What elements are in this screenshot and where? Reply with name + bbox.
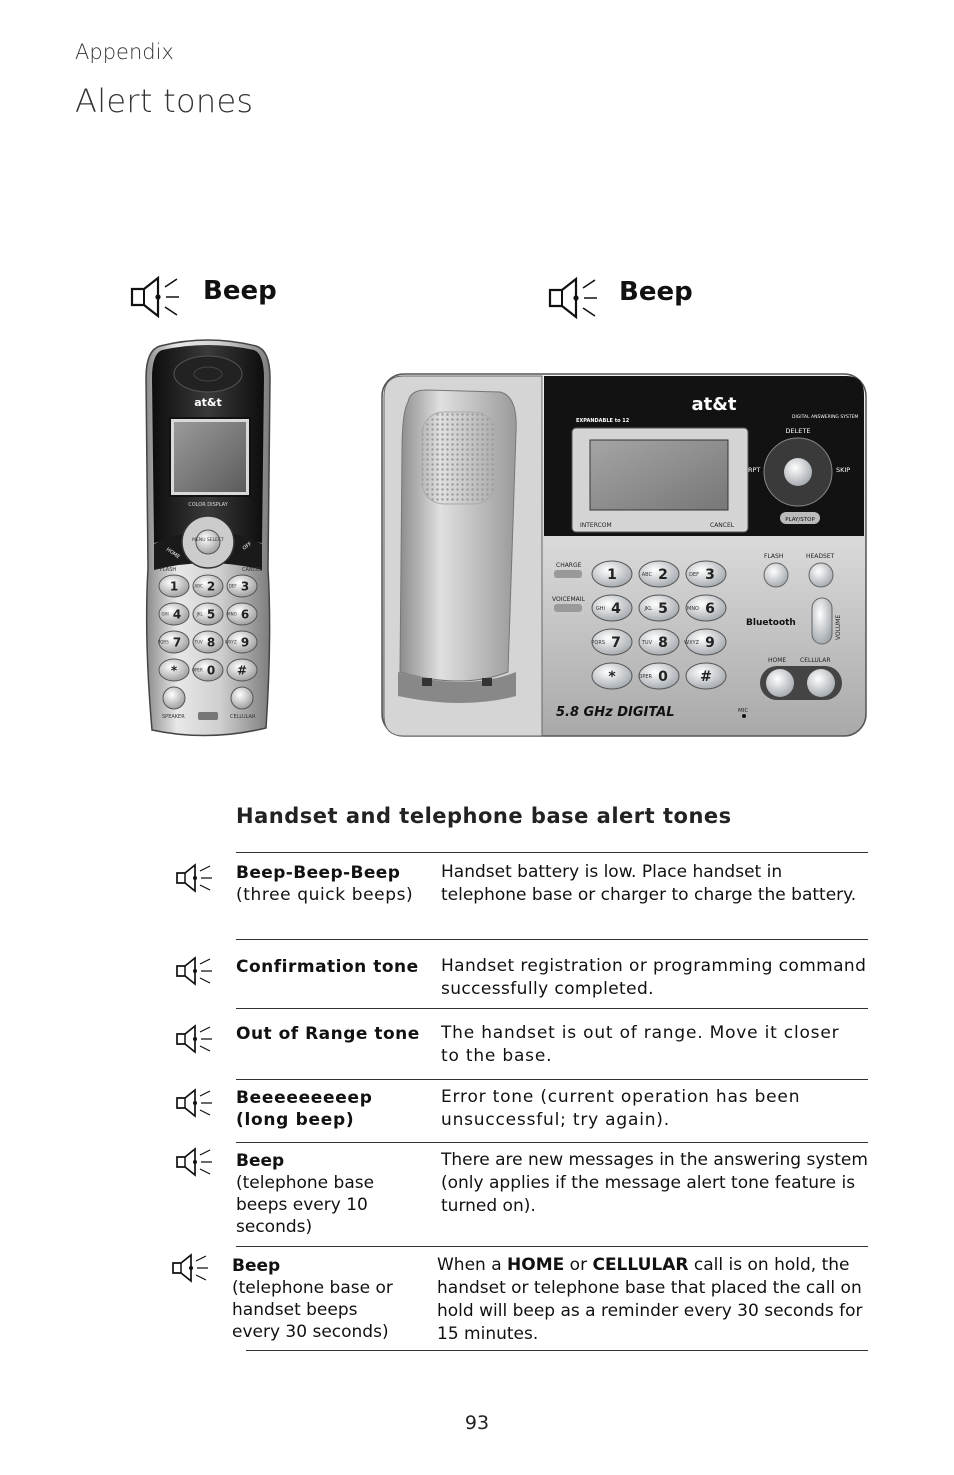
handset-menu-label: MENU SELECT <box>192 538 224 543</box>
keypad-key-number: 8 <box>658 635 668 652</box>
keypad-key-number: 4 <box>611 601 621 618</box>
base-home-label: HOME <box>768 657 787 664</box>
keypad-key-number: 6 <box>240 607 250 622</box>
tone-name: Beep <box>232 1256 281 1276</box>
section-label: Appendix <box>75 40 174 64</box>
base-playstop-label: PLAY/STOP <box>785 517 815 523</box>
keypad-key-letters: GHI <box>595 605 605 612</box>
tone-description: Handset battery is low. Place handset in telephone base or charger to charge the battery. <box>441 862 857 905</box>
base-bluetooth-label: Bluetooth <box>746 618 796 628</box>
desc-text: When a <box>437 1255 508 1275</box>
keypad-key-letters: TUV <box>194 639 203 645</box>
base-headset-label: HEADSET <box>806 553 835 560</box>
home-key-label: HOME <box>507 1255 565 1275</box>
base-charge-label: CHARGE <box>556 562 582 569</box>
tone-description: The handset is out of range. Move it closer to the base. <box>441 1023 840 1066</box>
tone-name-cell <box>232 1255 402 1343</box>
base-digital-label: 5.8 GHz DIGITAL <box>556 705 675 720</box>
base-intercom-label: INTERCOM <box>580 522 612 529</box>
keypad-key-number: 1 <box>607 567 617 584</box>
tone-description: Error tone (current operation has been unsuccessful; try again). <box>441 1087 801 1130</box>
keypad-key-letters: JKL <box>196 611 203 617</box>
base-mic-label: MIC <box>738 708 749 714</box>
table-title: Handset and telephone base alert tones <box>236 804 732 828</box>
keypad-key-number: 5 <box>658 601 668 618</box>
speaker-icon <box>546 275 600 321</box>
handset-brand: at&t <box>194 396 222 409</box>
keypad-key-letters: PQRS <box>157 639 169 645</box>
handset-screen-label: COLOR DISPLAY <box>188 502 228 508</box>
keypad-key-number: 9 <box>705 635 715 652</box>
keypad-key-number: 2 <box>206 579 216 594</box>
handset-cellular-label: CELLULAR <box>230 714 256 720</box>
tone-detail: (telephone base or handset beeps every 30 seconds) <box>232 1278 393 1342</box>
telephone-base-image <box>380 372 870 740</box>
speaker-icon <box>174 1147 214 1177</box>
tone-name: Confirmation tone <box>236 957 419 977</box>
base-rpt-label: RPT <box>748 466 761 474</box>
keypad-key-letters: MNO <box>687 605 699 612</box>
keypad-key-number: 1 <box>169 579 179 594</box>
base-flash-label: FLASH <box>764 553 784 560</box>
base-cancel-label: CANCEL <box>710 522 735 529</box>
keypad-key-letters: GHI <box>161 611 169 617</box>
base-expandable-label: EXPANDABLE to 12 <box>576 418 630 424</box>
handset-cancel-label: CANCEL <box>242 567 263 573</box>
keypad-key-letters: MNO <box>227 611 237 617</box>
table-divider <box>246 1350 868 1351</box>
tone-name-cell <box>236 1087 386 1131</box>
keypad-key-number: 0 <box>658 669 668 686</box>
tone-name-cell <box>236 956 436 978</box>
base-brand: at&t <box>691 394 737 415</box>
keypad-key-letters: PQRS <box>591 639 605 646</box>
keypad-key-number: 2 <box>658 567 668 584</box>
base-skip-label: SKIP <box>836 466 851 474</box>
base-beep-label: Beep <box>619 277 693 307</box>
tone-detail: (three quick beeps) <box>236 885 414 905</box>
tone-name-cell <box>236 1023 436 1045</box>
keypad-key-letters: OPER <box>638 673 652 680</box>
cellular-key-label: CELLULAR <box>592 1255 689 1275</box>
handset-speaker-label: SPEAKER <box>162 714 185 720</box>
keypad-key-letters: WXYZ <box>224 639 237 645</box>
keypad-key-number: 7 <box>611 635 621 652</box>
keypad-key-letters: JKL <box>644 605 652 612</box>
speaker-icon <box>174 956 214 986</box>
cordless-handset-image <box>140 338 276 740</box>
base-voicemail-label: VOICEMAIL <box>552 596 585 603</box>
table-divider <box>236 852 868 853</box>
tone-detail: (telephone base beeps every 10 seconds) <box>236 1173 375 1237</box>
table-divider <box>236 1142 868 1143</box>
keypad-key-number: 3 <box>705 567 715 584</box>
table-divider <box>236 1008 868 1009</box>
speaker-icon <box>174 863 214 893</box>
keypad-key-number: 8 <box>206 635 216 650</box>
handset-home-label: HOME <box>164 546 181 561</box>
speaker-icon <box>174 1024 214 1054</box>
desc-text: or <box>564 1255 593 1275</box>
speaker-icon <box>128 274 182 320</box>
page-title: Alert tones <box>75 82 254 120</box>
keypad-key-number: 9 <box>240 635 250 650</box>
keypad-key-number: 3 <box>240 579 250 594</box>
tone-description: There are new messages in the answering system (only applies if the message alert tone feature is turned on). <box>441 1150 868 1216</box>
handset-off-label: OFF <box>241 541 254 552</box>
keypad-key-number: # <box>236 663 248 678</box>
speaker-icon <box>170 1253 210 1283</box>
handset-flash-label: FLASH <box>160 567 177 573</box>
tone-description: Handset registration or programming command successfully completed. <box>441 956 867 999</box>
keypad-key-letters: ABC <box>641 571 652 578</box>
table-divider <box>236 1079 868 1080</box>
keypad-key-number: * <box>608 669 616 686</box>
keypad-key-letters: DEF <box>689 571 699 578</box>
table-divider <box>236 939 868 940</box>
base-volume-label: VOLUME <box>835 614 842 640</box>
table-divider <box>236 1246 868 1247</box>
keypad-key-number: 7 <box>172 635 182 650</box>
base-cellular-label: CELLULAR <box>800 657 831 664</box>
tone-name: Out of Range tone <box>236 1024 420 1044</box>
base-das-label: DIGITAL ANSWERING SYSTEM <box>792 415 859 420</box>
keypad-key-number: 0 <box>206 663 216 678</box>
page-number: 93 <box>464 1412 490 1434</box>
keypad-key-number: * <box>170 663 178 678</box>
speaker-icon <box>174 1088 214 1118</box>
keypad-key-letters: OPER <box>191 667 203 673</box>
keypad-key-letters: WXYZ <box>684 639 699 646</box>
tone-name: Beeeeeeeeep (long beep) <box>236 1088 373 1130</box>
desc-text: call is on hold, the handset or telephone base that placed the call on hold will beep as a reminder every 30 seconds for 15 minutes. <box>437 1255 863 1344</box>
keypad-key-number: 5 <box>206 607 216 622</box>
tone-name: Beep <box>236 1151 285 1171</box>
keypad-key-letters: DEF <box>228 583 237 589</box>
base-delete-label: DELETE <box>785 427 811 435</box>
tone-name-cell <box>236 862 431 906</box>
tone-name: Beep-Beep-Beep <box>236 863 401 883</box>
keypad-key-number: # <box>700 669 712 686</box>
keypad-key-number: 6 <box>705 601 715 618</box>
keypad-key-number: 4 <box>172 607 182 622</box>
keypad-key-letters: TUV <box>641 639 652 646</box>
handset-beep-label: Beep <box>203 276 277 306</box>
tone-name-cell <box>236 1150 396 1238</box>
keypad-key-letters: ABC <box>194 583 203 589</box>
tone-description <box>437 1254 869 1346</box>
